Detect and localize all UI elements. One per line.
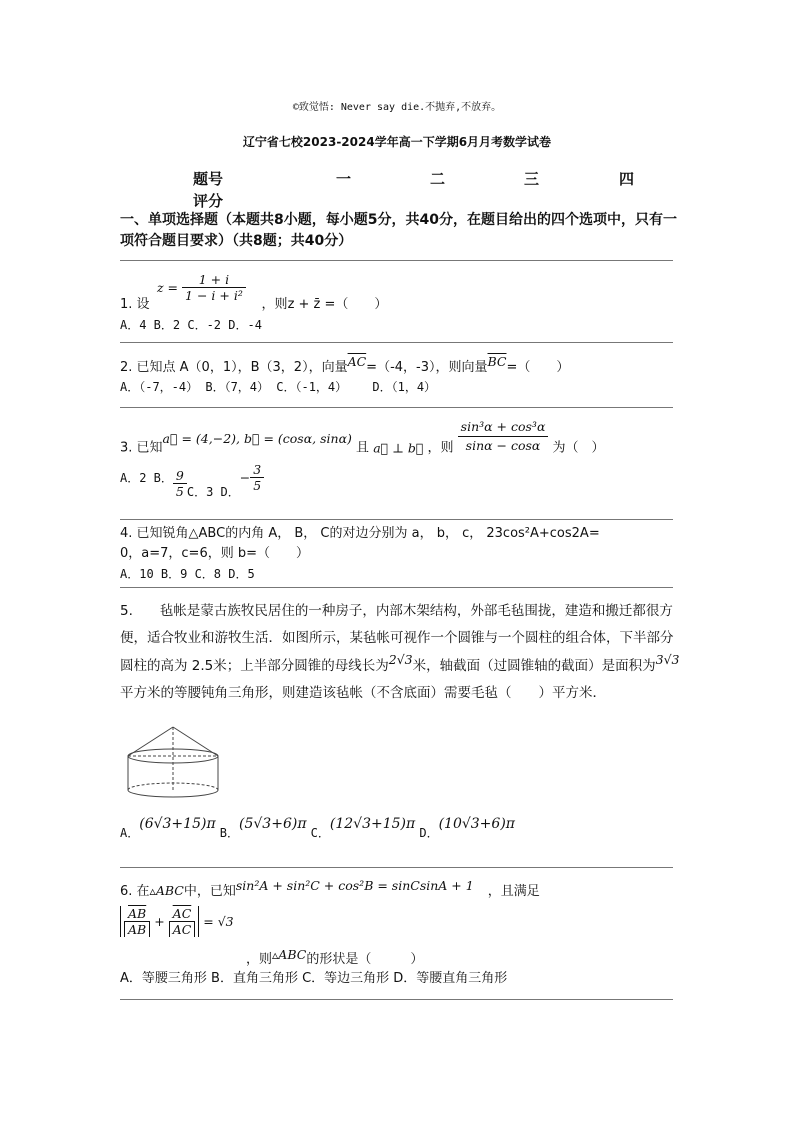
q6-frac-ac <box>169 906 196 937</box>
score-col-3: 三 <box>524 170 540 188</box>
q3-stem-a: 3. 已知 <box>120 440 163 456</box>
q1-stem-b: ，则 <box>261 297 288 312</box>
score-row-label: 评分 <box>193 192 224 210</box>
q4-line-1: 4. 已知锐角△ABC的内角 A， B， C的对边分别为 a， b， c， 23cos²A+cos2A= <box>120 526 600 541</box>
q3-denominator: sinα − cosα <box>465 438 541 453</box>
section-heading: 一、单项选择题（本题共8小题，每小题5分，共40分，在题目给出的四个选项中，只有一项符合题目要求）（共8题；共40分） <box>120 212 677 249</box>
q1-z: z = <box>157 280 179 295</box>
q6-stem-d: ，则 <box>246 952 273 967</box>
q3-numerator: sin³α + cos³α <box>458 418 549 437</box>
q3-opt-b-num: 9 <box>175 468 184 483</box>
cone-left <box>128 727 173 756</box>
divider <box>120 999 673 1000</box>
q6-rhs: = √3 <box>203 914 234 929</box>
q5-text-3: 平方米的等腰钝角三角形，则建造该毡帐（不含底面）需要毛毡（ ）平方米． <box>120 685 606 701</box>
question-5-stem <box>120 598 680 707</box>
q6-ab-den-text: AB <box>128 922 147 937</box>
q3-opt-d-sign: − <box>239 470 251 485</box>
q4-line-2: 0，a=7，c=6，则 b=（ ） <box>120 546 309 561</box>
score-table-head-label: 题号 <box>193 170 224 188</box>
score-col-2: 二 <box>430 170 446 188</box>
q1-options: A．4 B．2 C．-2 D．-4 <box>120 318 262 332</box>
q3-perp: a⃗ ⊥ b⃗ <box>373 440 424 456</box>
q2-vector-ac: $\overline{AC}$ <box>347 354 367 369</box>
q5-opt-c-label: C． <box>310 826 330 840</box>
q3-stem-d: 为（ ） <box>552 440 605 456</box>
q6-stem-c: ，且满足 <box>487 884 540 899</box>
divider <box>120 867 673 868</box>
q2-options: A．（-7，-4） B．（7，4） C．（-1，4） D．（1，4） <box>120 380 437 394</box>
q6-ab-num: $\overline{AB}$ <box>124 906 150 922</box>
q3-vectors: a⃗ = (4,−2), b⃗ = (cosα, sinα) <box>162 430 352 446</box>
divider <box>120 587 673 588</box>
cylinder-bottom-front <box>128 790 218 797</box>
header-motto: ©致觉悟: Never say die.不抛弃,不放弃。 <box>292 102 502 113</box>
q6-options: A．等腰三角形 B．直角三角形 C．等边三角形 D．等腰直角三角形 <box>120 971 508 986</box>
question-2-stem <box>120 354 570 377</box>
q2-stem-a: 2. 已知点 A（0，1），B（3，2），向量 <box>120 360 348 375</box>
q6-plus: + <box>154 914 165 929</box>
q6-triangle: ▵ABC <box>149 883 184 898</box>
q6-ab-den <box>124 922 150 937</box>
score-col-4: 四 <box>619 170 635 188</box>
q5-text-1: 5. 毡帐是蒙古族牧民居住的一种房子，内部木架结构，外部毛毡围拢，建造和搬迁都很方便，适合牧业和游牧生活．如图所示，某毡帐可视作一个圆锥与一个圆柱的组合体，下半部分圆柱的高为 2.5米；上半部分圆锥的母线长为 <box>120 603 674 674</box>
q3-options <box>120 462 264 499</box>
divider <box>120 260 673 261</box>
q3-opt-d-num: 3 <box>250 462 264 478</box>
q4-options: A．10 B．9 C．8 D．5 <box>120 567 255 581</box>
q1-stem-a: 1. 设 <box>120 297 150 312</box>
q5-opt-a: (6√3+15)π <box>139 816 216 832</box>
q6-line-2 <box>120 947 424 969</box>
divider <box>120 342 673 343</box>
q1-expr: z + z̄ =（ ） <box>287 297 388 312</box>
divider <box>120 519 673 520</box>
exam-title: 辽宁省七校2023-2024学年高一下学期6月月考数学试卷 <box>242 135 552 149</box>
q6-condition: sin²A + sin²C + cos²B = sinCsinA + 1 <box>235 878 474 893</box>
q5-opt-d: (10√3+6)π <box>438 816 515 832</box>
q5-area: 3√3 <box>655 652 680 667</box>
q3-opt-a: A．2 B． <box>120 471 173 485</box>
q6-norm-equation <box>120 906 234 937</box>
q6-stem-e: 的形状是（ ） <box>306 952 424 967</box>
question-1-stem <box>120 296 387 314</box>
yurt-figure <box>124 722 224 802</box>
q5-opt-a-label: A． <box>120 826 140 840</box>
q2-stem-b: =（-4，-3），则向量 <box>366 360 488 375</box>
q5-opt-d-label: D． <box>419 826 439 840</box>
question-6-stem <box>120 878 540 901</box>
q3-opt-c: C．3 D． <box>186 485 240 499</box>
q3-stem-b: 且 <box>356 440 370 456</box>
q5-opt-c: (12√3+15)π <box>329 816 416 832</box>
q6-stem-b: 中，已知 <box>183 884 236 899</box>
score-col-1: 一 <box>336 170 352 188</box>
q1-denominator: 1 − i + i² <box>185 288 243 303</box>
q5-opt-b: (5√3+6)π <box>239 816 307 832</box>
q6-ac-num: $\overline{AC}$ <box>169 906 196 922</box>
q5-opt-b-label: B． <box>219 826 240 840</box>
cone-right <box>173 727 218 756</box>
q3-opt-d-fraction <box>250 462 264 493</box>
q6-frac-ab <box>124 906 150 937</box>
q3-opt-b-fraction <box>173 468 187 499</box>
q6-ac-den <box>169 922 196 937</box>
q6-stem-a: 6. 在 <box>120 884 150 899</box>
q2-vector-bc: $\overline{BC}$ <box>487 354 507 369</box>
q2-stem-c: =（ ） <box>506 360 570 375</box>
q3-stem-c: ，则 <box>427 440 454 456</box>
q3-opt-d-den: 5 <box>253 478 262 493</box>
divider <box>120 407 673 408</box>
q5-text-2: 米，轴截面（过圆锥轴的截面）是面积为 <box>412 658 656 674</box>
q3-fraction <box>458 418 549 455</box>
q3-opt-b-den: 5 <box>173 483 187 499</box>
q1-numerator: 1 + i <box>182 272 246 288</box>
q6-ac-den-text: AC <box>172 922 192 937</box>
q6-triangle-2: ▵ABC <box>272 947 307 962</box>
q6-norm <box>120 906 199 937</box>
q5-generatrix-length: 2√3 <box>388 652 413 667</box>
q5-options <box>120 816 515 843</box>
